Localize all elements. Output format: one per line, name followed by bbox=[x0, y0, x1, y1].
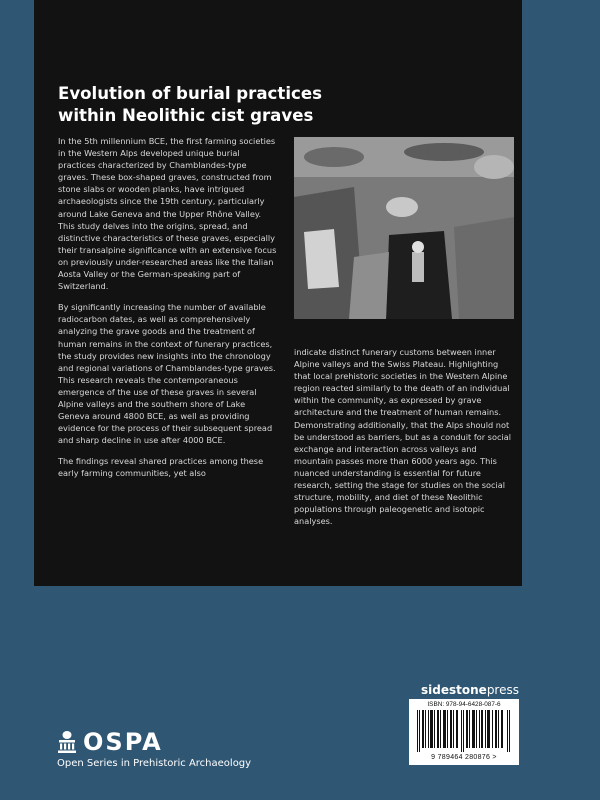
publisher-name-bold: sidestone bbox=[421, 683, 487, 697]
blurb-left-column bbox=[58, 135, 278, 489]
blurb-paragraph: indicate distinct funerary customs between inner Alpine valleys and the Swiss Plateau. Highlighting that local prehistoric societies in the Western Alpine region reacted similarly to the death of an individual within the community, as expressed by grave architecture and the treatment of human remains. Demonstrating additionally, that the Alps should not be understood as barriers, but as a conduit for social exchange and interaction across valleys and mountain passes more than 6000 years ago. This nuanced understanding is essential for future research, setting the stage for studies on the social structure, mobility, and diet of these Neolithic populations through paleogenetic and isotopic analyses. bbox=[294, 347, 512, 527]
excavation-photo-image bbox=[294, 137, 514, 319]
ospa-emblem-icon bbox=[57, 731, 77, 753]
excavation-photo bbox=[294, 137, 514, 319]
book-title: Evolution of burial practices within Neolithic cist graves bbox=[58, 84, 322, 125]
isbn-label: ISBN: 978-94-6428-087-6 bbox=[427, 701, 501, 708]
blurb-paragraph: By significantly increasing the number of available radiocarbon dates, as well as comprehensively analyzing the grave goods and the treatment of human remains in the context of funerary practices, the study provides new insights into the chronology and regional variations of Chamblandes-type graves. This research reveals the contemporaneous emergence of the use of these graves in several Alpine valleys and the southern shore of Lake Geneva around 4800 BCE, as well as providing evidence for the process of their subsequent spread and sharp decline in use after 4000 BCE. bbox=[58, 302, 276, 446]
series-name: OSPA bbox=[83, 728, 163, 756]
series-subtitle: Open Series in Prehistoric Archaeology bbox=[57, 758, 252, 769]
blurb-paragraph: The findings reveal shared practices among these early farming communities, yet also bbox=[58, 456, 264, 479]
series-logo bbox=[57, 728, 197, 756]
publisher-name-regular: press bbox=[486, 683, 519, 697]
isbn-barcode bbox=[409, 699, 519, 765]
barcode-digits: 9 789464 280876 > bbox=[431, 754, 497, 761]
blurb-paragraph: In the 5th millennium BCE, the first farming societies in the Western Alps developed unique burial practices characterized by Chamblandes-type graves. These box-shaped graves, constructed from stone slabs or wooden planks, have intrigued archaeologists since the 19th century, particularly around Lake Geneva and the Upper Rhône Valley. This study delves into the origins, spread, and distinctive characteristics of these graves, especially their transalpine significance with an extensive focus on previously under-researched areas like the Italian Aosta Valley or the German-speaking part of Switzerland. bbox=[58, 136, 277, 292]
blurb-right-column bbox=[294, 346, 514, 536]
barcode-bars bbox=[417, 710, 511, 752]
publisher-logo bbox=[411, 683, 519, 697]
